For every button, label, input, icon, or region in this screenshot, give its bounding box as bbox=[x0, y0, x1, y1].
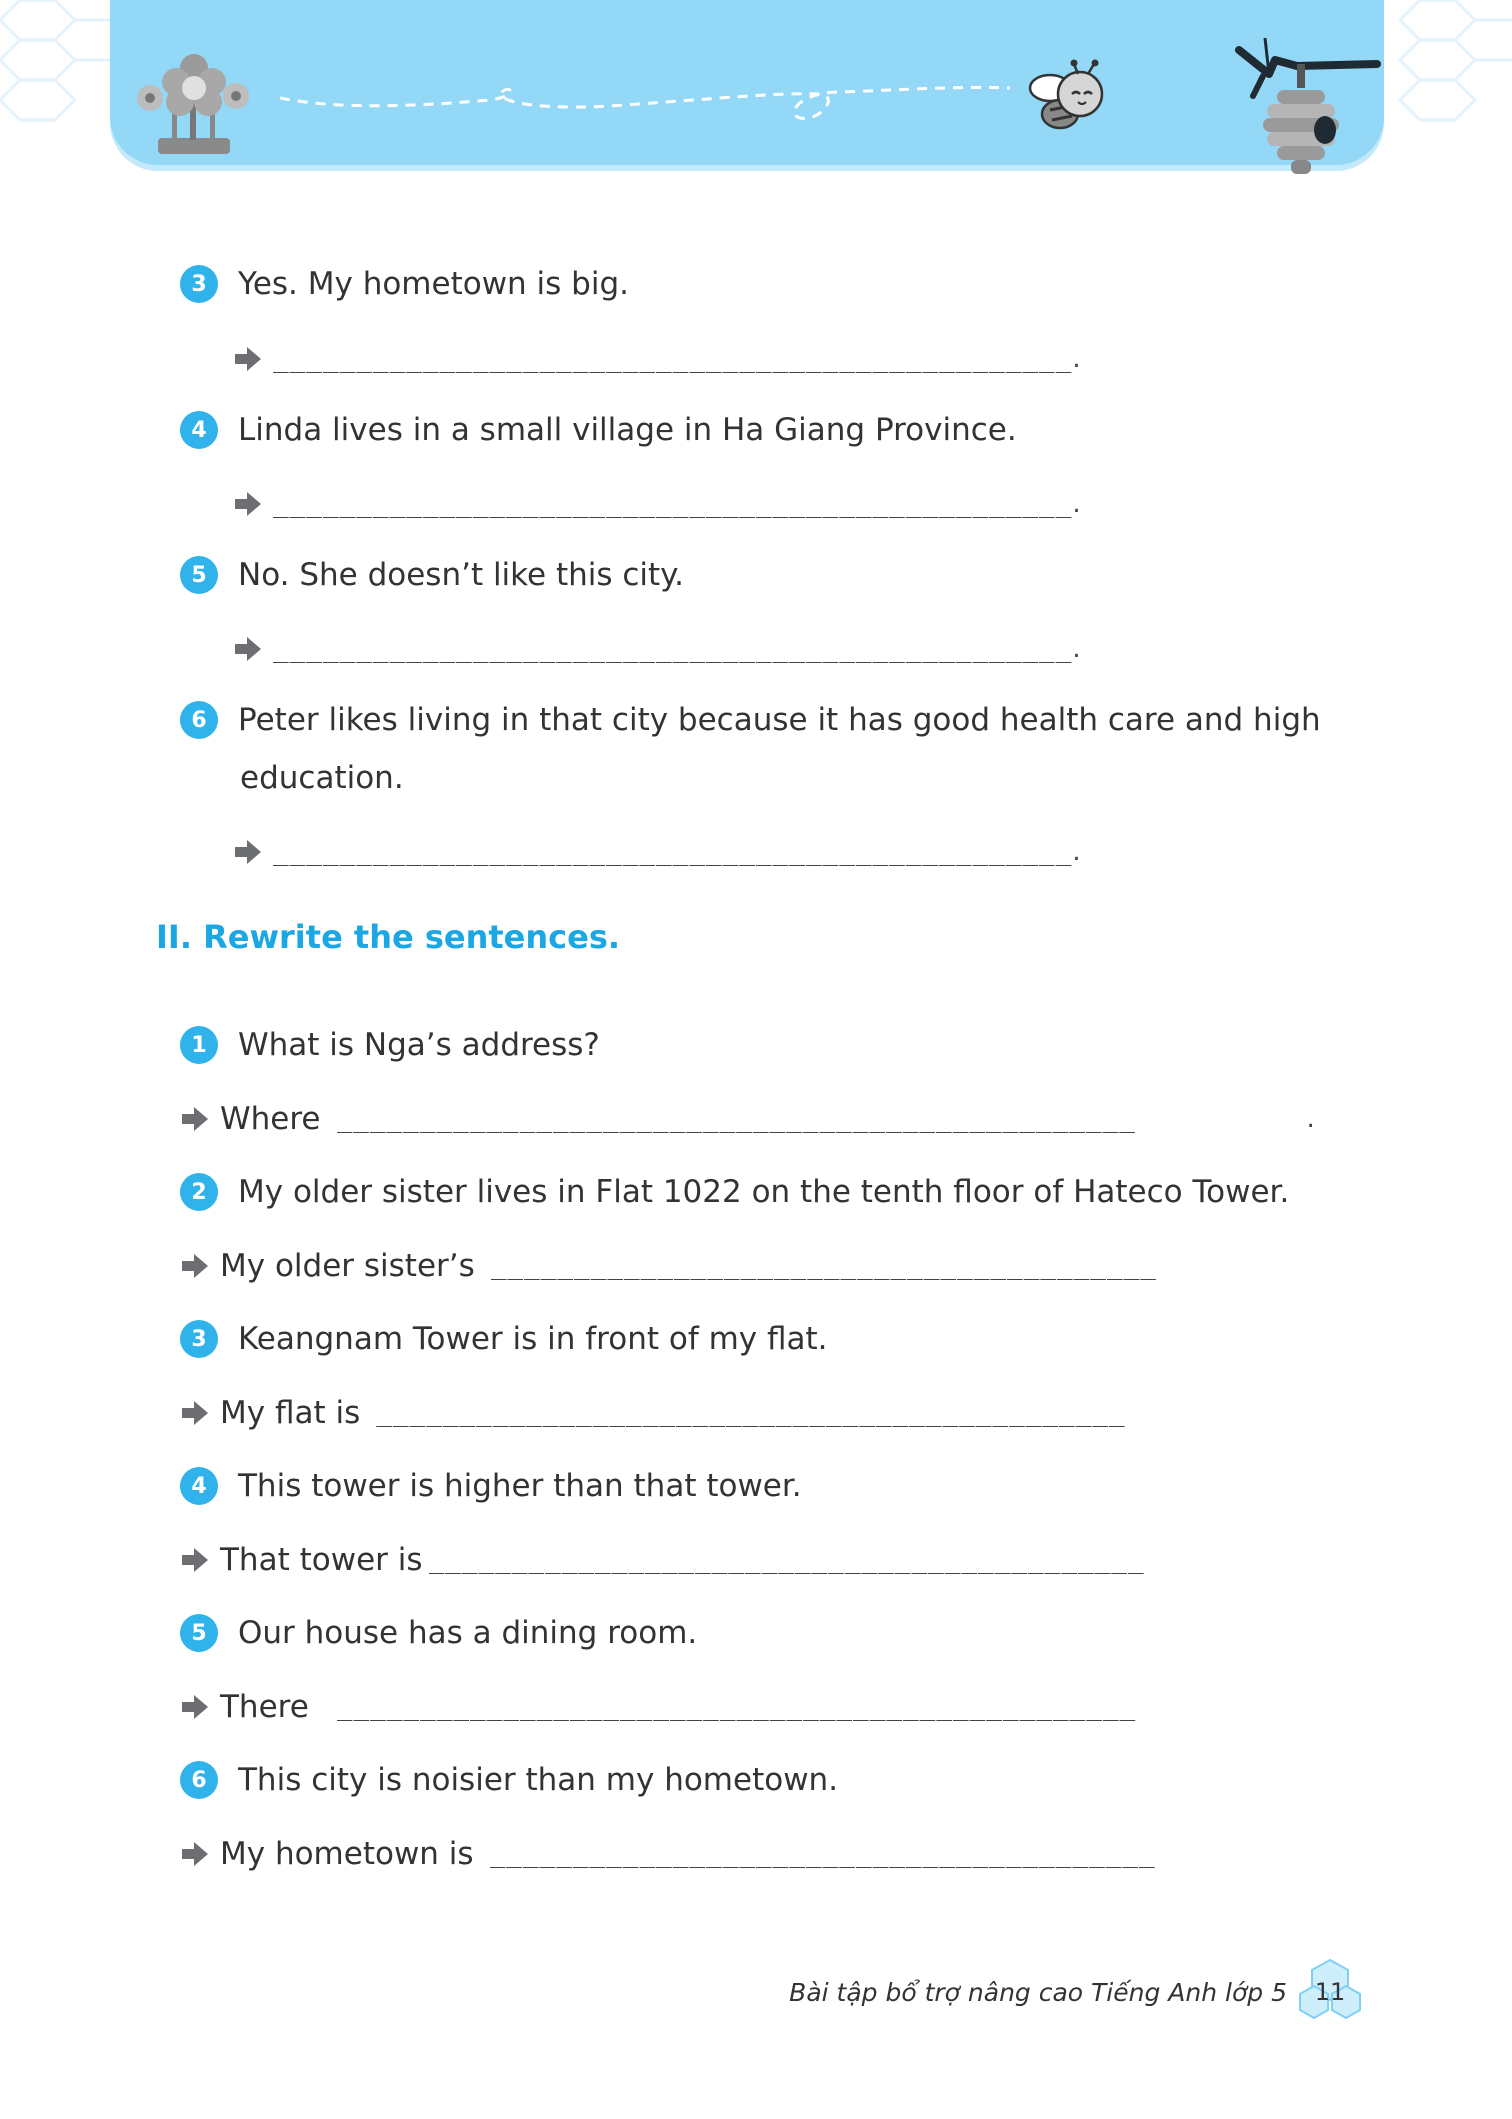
arrow-right-icon bbox=[180, 1106, 210, 1132]
answer-blank[interactable]: ________________________________________________ bbox=[273, 837, 1073, 867]
page-number: 11 bbox=[1314, 1978, 1346, 2006]
number-badge: 2 bbox=[180, 1173, 218, 1211]
question-row bbox=[180, 1167, 1289, 1217]
rewrite-prefix: That tower is bbox=[220, 1542, 423, 1578]
arrow-right-icon bbox=[233, 346, 263, 372]
question-text: This city is noisier than my hometown. bbox=[238, 1762, 839, 1798]
answer-blank[interactable]: ________________________________________________ bbox=[273, 344, 1073, 374]
rewrite-line bbox=[180, 1832, 1310, 1876]
question-row bbox=[180, 1314, 828, 1364]
question-row bbox=[180, 1461, 802, 1511]
number-badge: 1 bbox=[180, 1026, 218, 1064]
rewrite-prefix: My hometown is bbox=[220, 1836, 474, 1872]
arrow-right-icon bbox=[233, 636, 263, 662]
arrow-right-icon bbox=[233, 491, 263, 517]
arrow-right-icon bbox=[180, 1694, 210, 1720]
number-badge: 6 bbox=[180, 701, 218, 739]
answer-blank[interactable]: ________________________________________________ bbox=[273, 634, 1073, 664]
answer-line bbox=[233, 337, 1081, 381]
rewrite-line bbox=[180, 1685, 1307, 1729]
question-text: My older sister lives in Flat 1022 on the tenth floor of Hateco Tower. bbox=[238, 1174, 1290, 1210]
question-row bbox=[180, 1755, 838, 1805]
answer-blank[interactable]: ________________________________________________ bbox=[336, 1104, 1136, 1134]
question-text: Our house has a dining room. bbox=[238, 1615, 698, 1651]
number-badge: 6 bbox=[180, 1761, 218, 1799]
arrow-right-icon bbox=[180, 1841, 210, 1867]
answer-blank[interactable]: ________________________________________________ bbox=[336, 1692, 1137, 1722]
rewrite-line bbox=[180, 1538, 1319, 1582]
question-text: This tower is higher than that tower. bbox=[238, 1468, 802, 1504]
number-badge: 4 bbox=[180, 1467, 218, 1505]
question-row bbox=[180, 695, 1321, 745]
rewrite-line bbox=[180, 1391, 1306, 1435]
answer-end-period: . bbox=[1306, 1104, 1315, 1134]
answer-line bbox=[233, 627, 1081, 671]
question-text: Peter likes living in that city because it has good health care and high bbox=[238, 702, 1321, 738]
question-text: What is Nga’s address? bbox=[238, 1027, 600, 1063]
arrow-right-icon bbox=[233, 839, 263, 865]
answer-end-period: . bbox=[1072, 837, 1081, 867]
number-badge: 3 bbox=[180, 1320, 218, 1358]
book-title: Bài tập bổ trợ nâng cao Tiếng Anh lớp 5 bbox=[789, 1978, 1287, 2007]
question-row bbox=[180, 1608, 697, 1658]
answer-blank[interactable]: ________________________________________________ bbox=[273, 489, 1073, 519]
rewrite-line bbox=[180, 1097, 1315, 1141]
beehive-icon bbox=[1235, 36, 1385, 182]
question-text: Yes. My hometown is big. bbox=[238, 266, 629, 302]
flower-icon bbox=[128, 50, 260, 158]
answer-blank[interactable]: ________________________________________ bbox=[490, 1251, 1157, 1281]
rewrite-prefix: My flat is bbox=[220, 1395, 361, 1431]
rewrite-line bbox=[180, 1244, 1311, 1288]
question-row bbox=[180, 550, 684, 600]
answer-end-period: . bbox=[1072, 634, 1081, 664]
bee-icon bbox=[1020, 58, 1115, 138]
question-row bbox=[180, 259, 629, 309]
arrow-right-icon bbox=[180, 1253, 210, 1279]
question-text-continuation: education. bbox=[240, 760, 404, 796]
number-badge: 4 bbox=[180, 411, 218, 449]
answer-end-period: . bbox=[1072, 344, 1081, 374]
number-badge: 5 bbox=[180, 556, 218, 594]
dashed-flight-path bbox=[280, 70, 1010, 140]
arrow-right-icon bbox=[180, 1547, 210, 1573]
question-row bbox=[180, 1020, 600, 1070]
question-row bbox=[180, 405, 1017, 455]
answer-end-period: . bbox=[1072, 489, 1081, 519]
question-text: No. She doesn’t like this city. bbox=[238, 557, 684, 593]
answer-blank[interactable]: ___________________________________________ bbox=[428, 1545, 1145, 1575]
section-title: II. Rewrite the sentences. bbox=[156, 918, 621, 956]
answer-line bbox=[233, 482, 1081, 526]
question-text: Linda lives in a small village in Ha Giang Province. bbox=[238, 412, 1017, 448]
arrow-right-icon bbox=[180, 1400, 210, 1426]
answer-line bbox=[233, 830, 1081, 874]
rewrite-prefix: My older sister’s bbox=[220, 1248, 475, 1284]
number-badge: 5 bbox=[180, 1614, 218, 1652]
rewrite-prefix: Where bbox=[220, 1101, 321, 1137]
number-badge: 3 bbox=[180, 265, 218, 303]
answer-blank[interactable]: _____________________________________________ bbox=[376, 1398, 1126, 1428]
rewrite-prefix: There bbox=[220, 1689, 309, 1725]
question-text: Keangnam Tower is in front of my flat. bbox=[238, 1321, 828, 1357]
answer-blank[interactable]: ________________________________________ bbox=[489, 1839, 1156, 1869]
